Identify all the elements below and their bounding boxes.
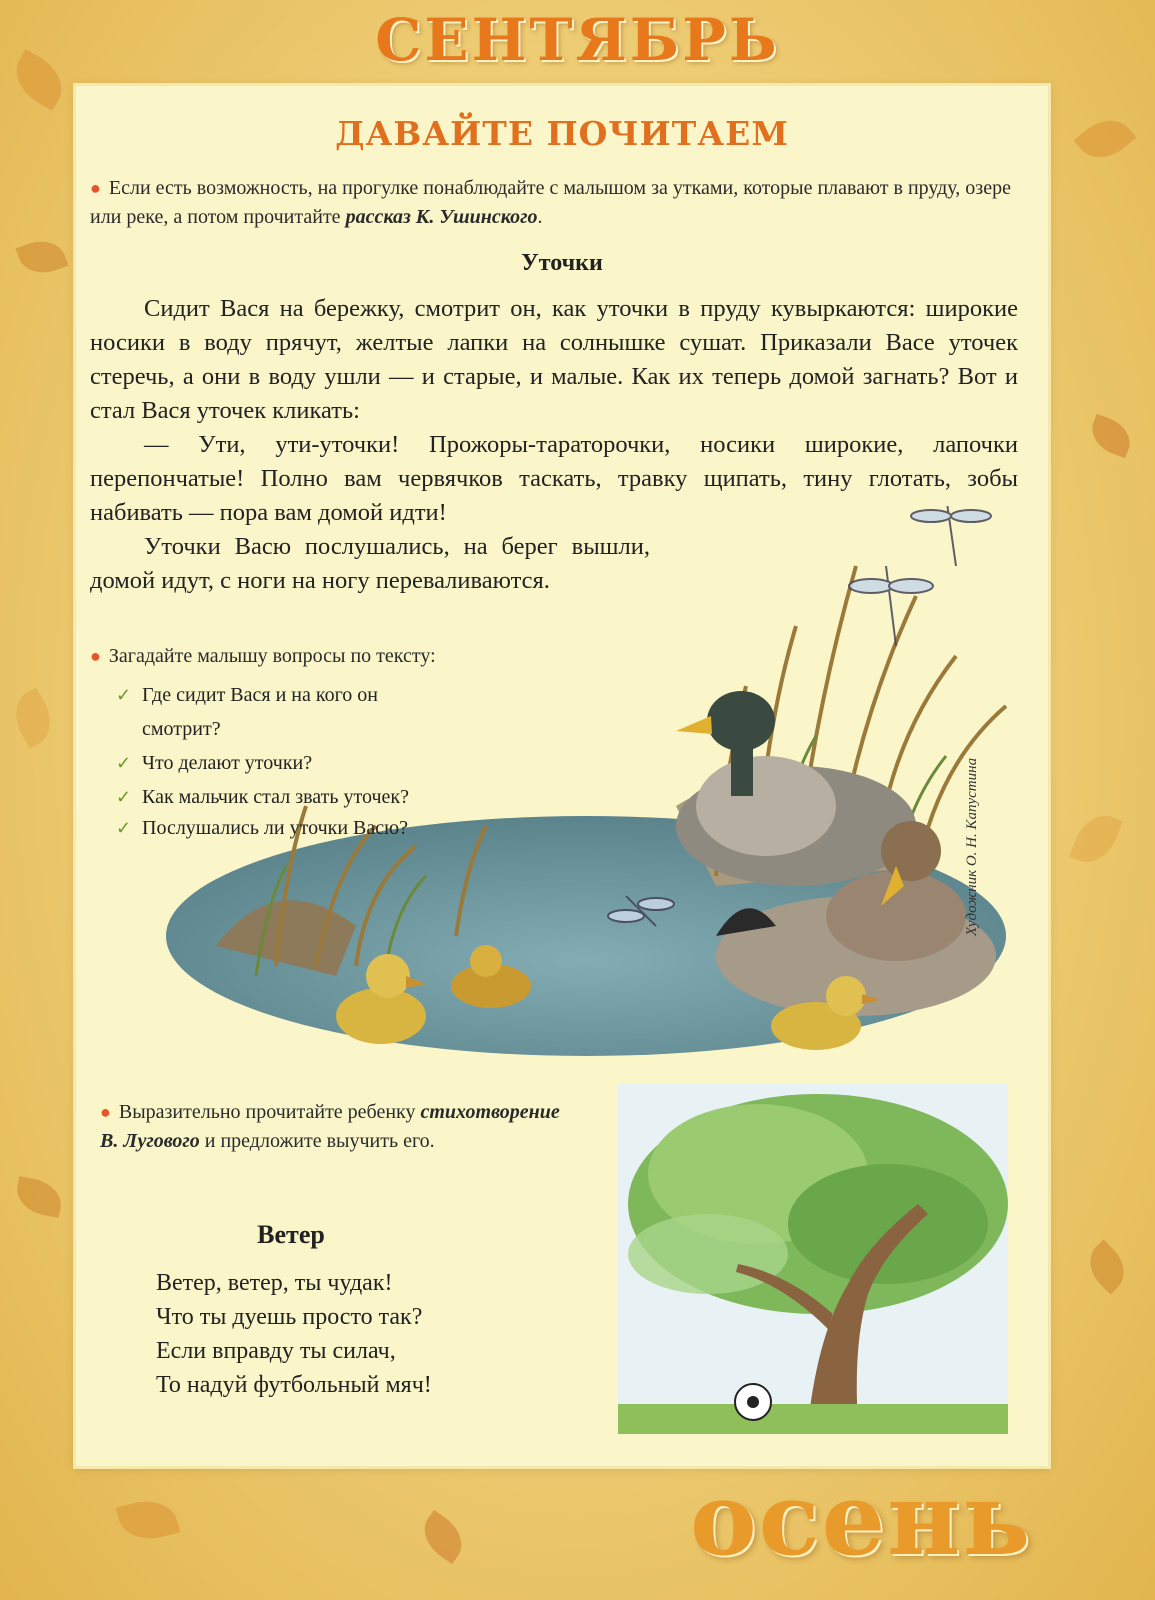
intro-note [90,174,1020,232]
story-paragraph: Уточки Васю послушались, на берег вышли, домой идут, с ноги на ногу переваливаются. [90,533,650,594]
question-item [116,678,446,746]
leaf-decoration [1069,808,1122,870]
questions-prompt-text: Загадайте малышу вопросы по тексту: [108,645,436,667]
leaf-decoration [1074,108,1137,169]
question-item [116,780,446,814]
illustrator-credit: Художник О. Н. Капустина [964,757,980,936]
intro-tail: . [537,206,543,228]
poem-line: Что ты дуешь просто так? [156,1304,423,1330]
leaf-decoration [16,234,69,281]
checkmark-icon: ✓ [116,787,132,807]
leaf-decoration [1086,414,1136,458]
poem-note-tail: и предложите выучить его. [199,1130,435,1152]
bullet-dot-icon: ● [90,178,101,198]
leaf-decoration [1079,1239,1134,1294]
story-paragraph: Сидит Вася на бережку, смотрит он, как уточки в пруду кувыркаются: широкие носики в воду прячут, желтые лапки на солнышке сушат. Приказали Васе уточек стеречь, а они в воду ушли — и старые, и малые. Как их теперь домой загнать? Вот и стал Вася уточек кликать: [90,295,1018,424]
poem-line: Ветер, ветер, ты чудак! [156,1270,393,1296]
questions-prompt [90,642,590,671]
leaf-decoration [116,1493,180,1546]
season-title: осень [690,1460,1033,1578]
bullet-dot-icon: ● [90,646,101,666]
bullet-dot-icon: ● [100,1102,111,1122]
checkmark-icon: ✓ [116,753,132,773]
poem-note-emphasis: стихотворение В. Лугового [100,1101,560,1152]
question-text: Что делают уточки? [142,752,313,774]
question-text: Как мальчик стал звать уточек? [142,786,409,808]
story-title: Уточки [521,250,603,276]
leaf-decoration [414,1510,471,1564]
intro-emphasis: рассказ К. Ушинского [345,206,538,228]
checkmark-icon: ✓ [116,818,132,838]
leaf-decoration [5,687,61,748]
poem-line: То надуй футбольный мяч! [156,1372,432,1398]
content-panel [76,86,1048,1466]
section-title: ДАВАЙТЕ ПОЧИТАЕМ [335,114,789,153]
question-list [116,678,446,842]
poem-lines [156,1266,432,1402]
poem-note [100,1098,580,1156]
poem-note-text: Выразительно прочитайте ребенку [118,1101,421,1123]
question-text: Где сидит Вася и на кого он смотрит? [142,684,378,740]
intro-text: Если есть возможность, на прогулке понаблюдайте с малышом за утками, которые плавают в пруду, озере или реке, а потом прочитайте [90,177,1011,228]
question-item [116,814,446,842]
poem-line: Если вправду ты силач, [156,1338,396,1364]
poem-title: Ветер [257,1220,325,1249]
question-item [116,746,446,780]
month-title: СЕНТЯБРЬ [375,6,780,74]
leaf-decoration [13,1176,64,1217]
story-paragraph: — Ути, ути-уточки! Прожоры-тараторочки, носики широкие, лапочки перепончатые! Полно вам червячков таскать, травку щипать, тину глотать, зобы набивать — пора вам домой идти! [90,431,1018,526]
question-text: Послушались ли уточки Васю? [142,817,408,839]
tree-illustration [618,1084,1008,1434]
checkmark-icon: ✓ [116,685,132,705]
